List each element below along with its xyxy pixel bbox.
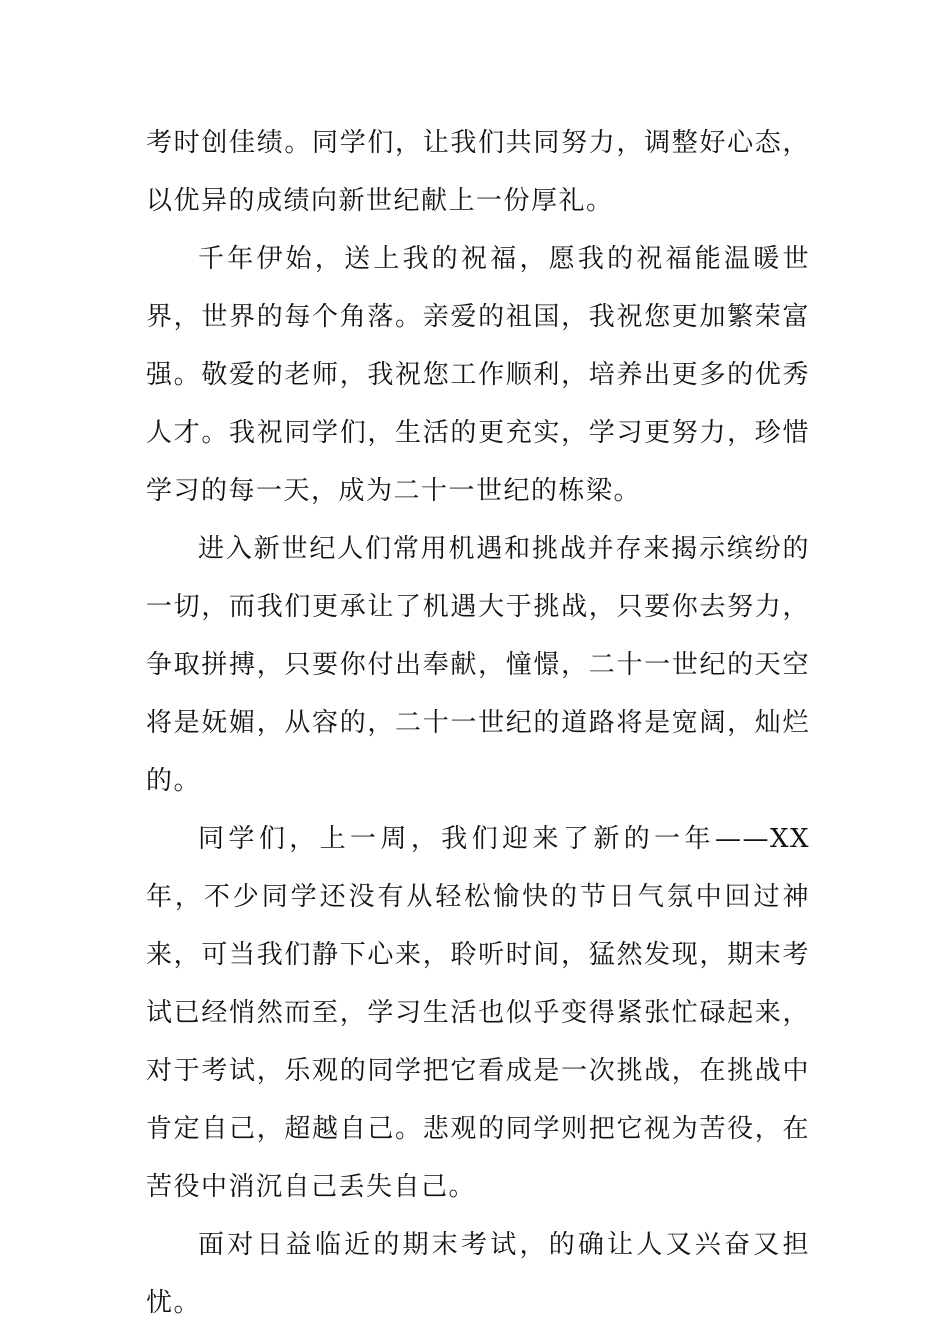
paragraph-continuation: 考时创佳绩。同学们，让我们共同努力，调整好心态，以优异的成绩向新世纪献上一份厚礼。 — [146, 128, 810, 216]
paragraph-new-century: 进入新世纪人们常用机遇和挑战并存来揭示缤纷的一切，而我们更承让了机遇大于挑战，只要你去努力，争取拼搏，只要你付出奉献，憧憬，二十一世纪的天空将是妩媚，从容的，二十一世纪的道路将是宽阔，灿烂的。 — [146, 534, 810, 796]
paragraph-exam-approach: 面对日益临近的期末考试，的确让人又兴奋又担忧。 — [146, 1230, 810, 1318]
paragraph-blessing: 千年伊始，送上我的祝福，愿我的祝福能温暖世界，世界的每个角落。亲爱的祖国，我祝您更加繁荣富强。敬爱的老师，我祝您工作顺利，培养出更多的优秀人才。我祝同学们，生活的更充实，学习更努力，珍惜学习的每一天，成为二十一世纪的栋梁。 — [146, 244, 810, 506]
document-body — [146, 114, 810, 1332]
paragraph-exam-attitude: 同学们，上一周，我们迎来了新的一年——XX年，不少同学还没有从轻松愉快的节日气氛中回过神来，可当我们静下心来，聆听时间，猛然发现，期末考试已经悄然而至，学习生活也似乎变得紧张忙碌起来，对于考试，乐观的同学把它看成是一次挑战，在挑战中肯定自己，超越自己。悲观的同学则把它视为苦役，在苦役中消沉自己丢失自己。 — [146, 824, 810, 1202]
